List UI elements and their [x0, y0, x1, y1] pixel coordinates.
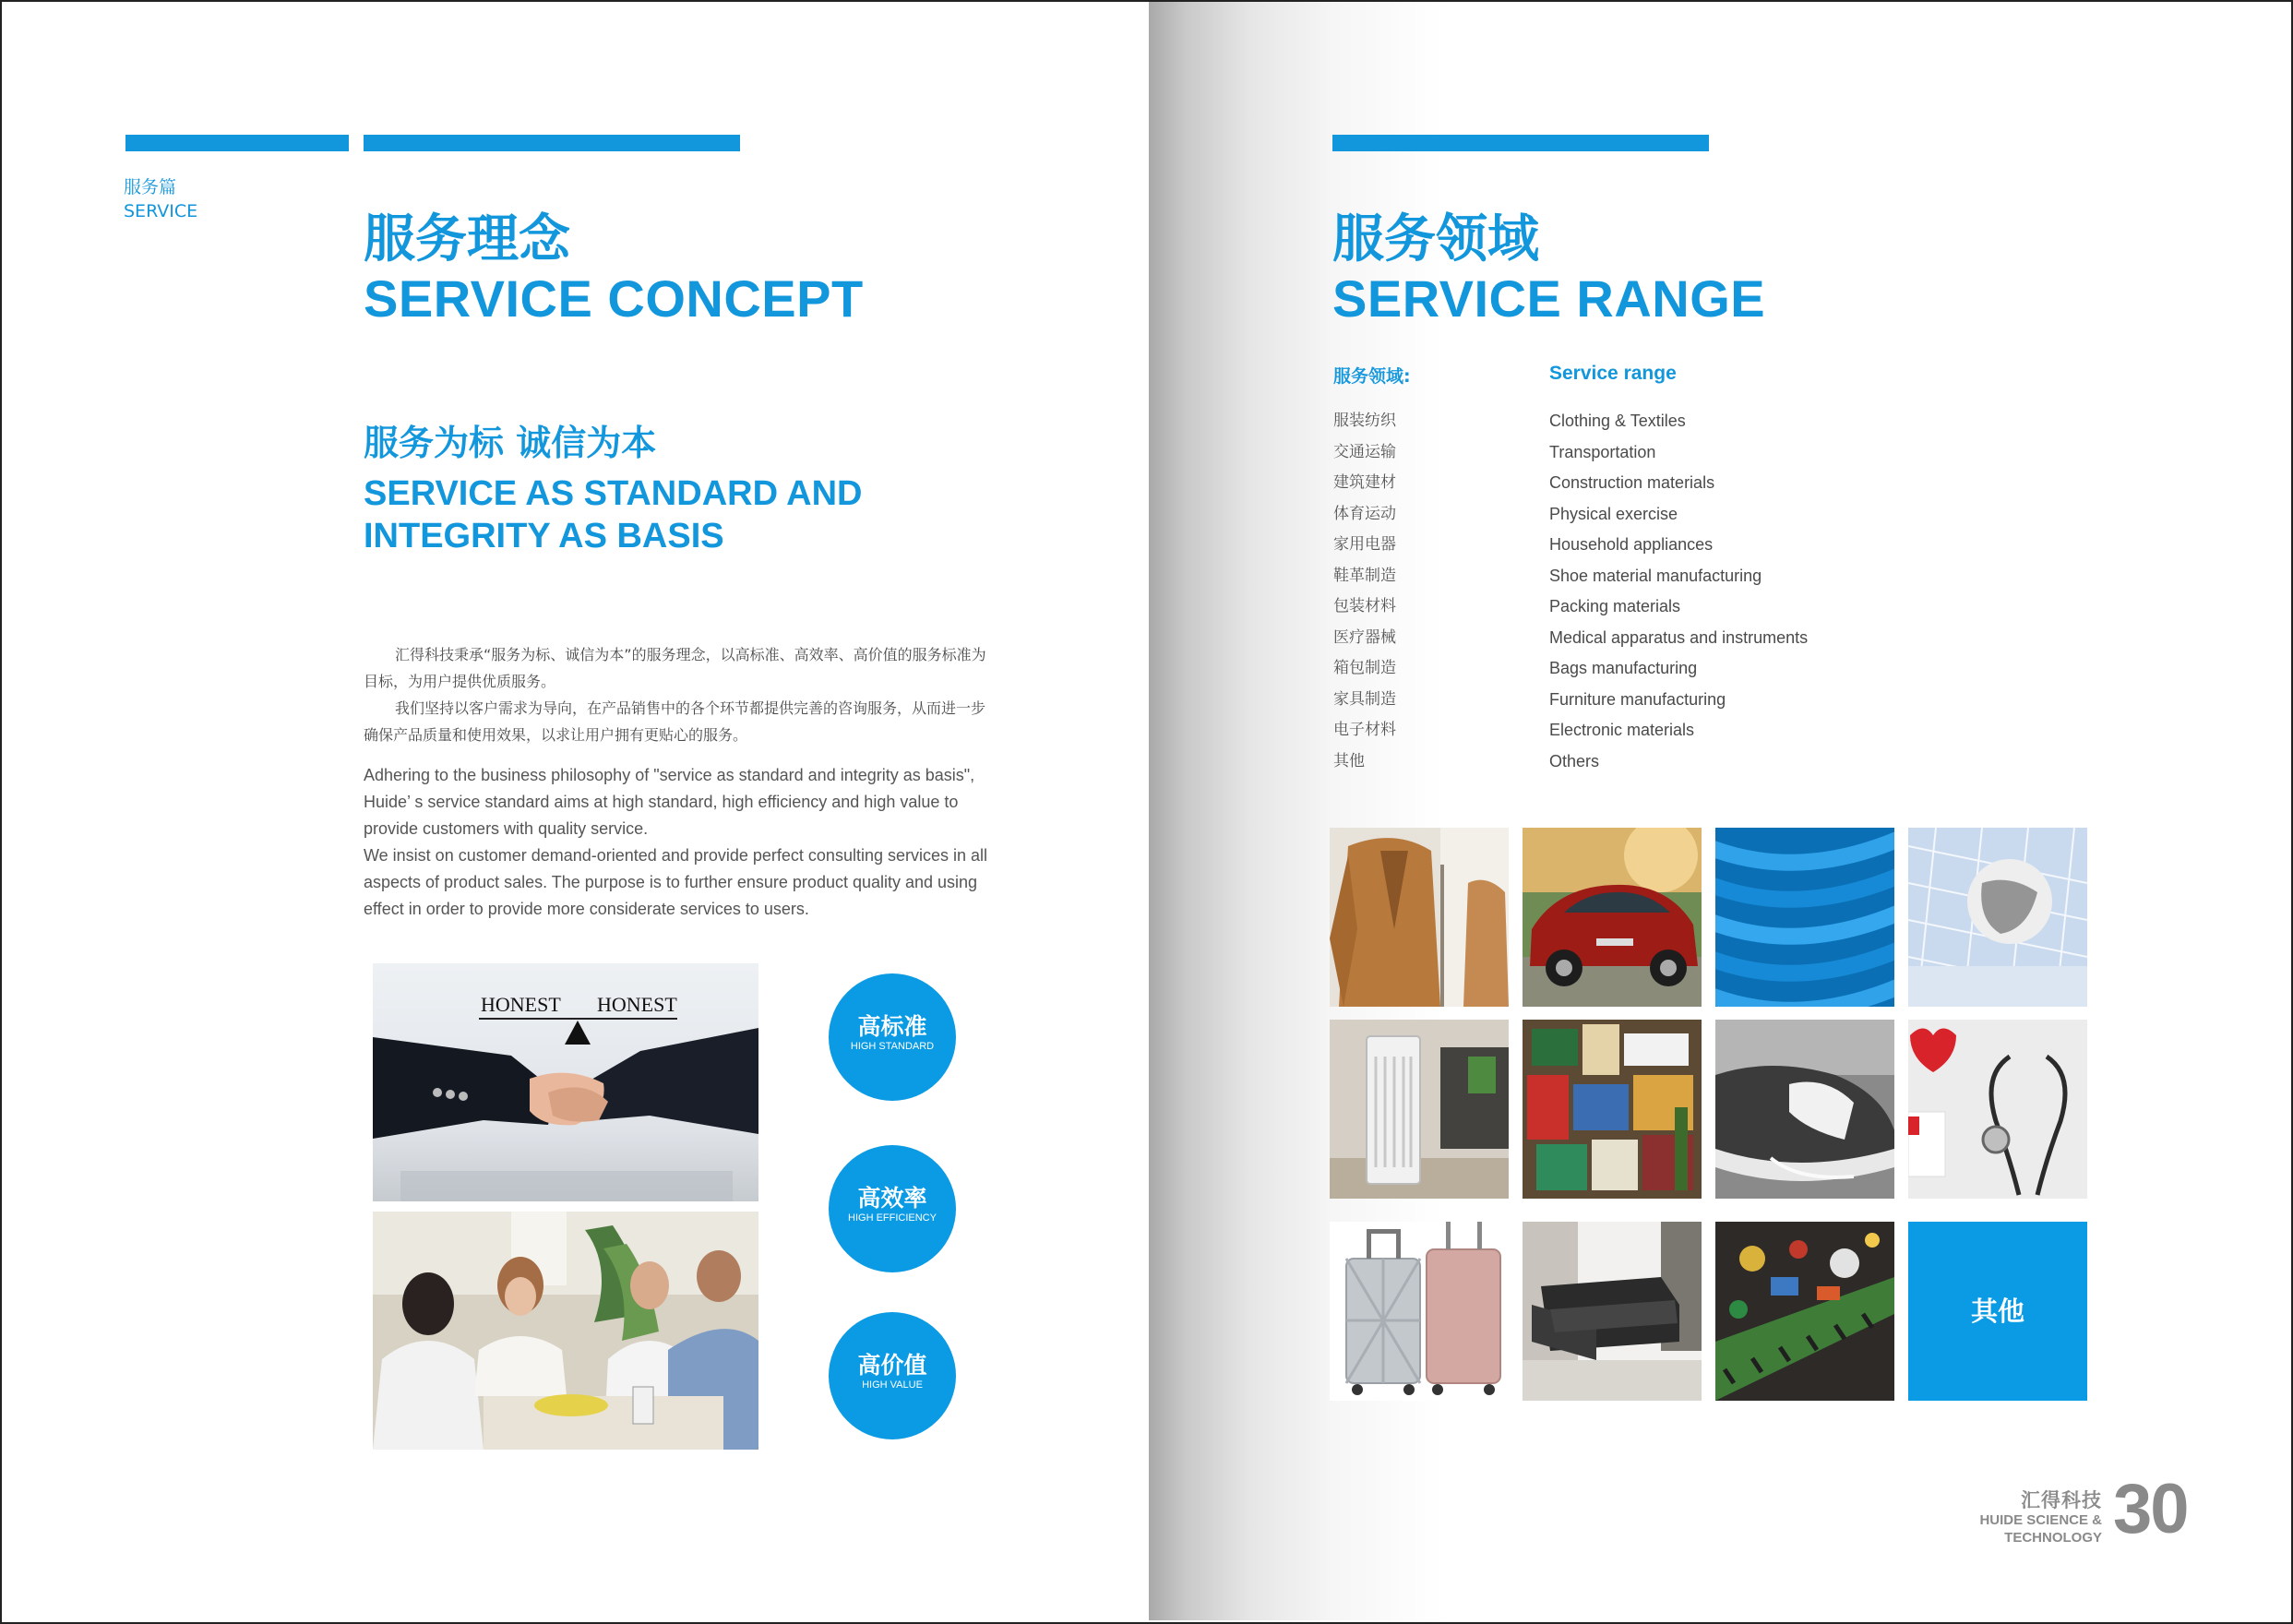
page-title-cn: 服务理念	[364, 209, 570, 269]
range-item-en: Electronic materials	[1549, 721, 1695, 739]
range-item-en: Transportation	[1549, 442, 1656, 461]
high-standard-badge	[829, 973, 956, 1101]
badge-label-cn: 高效率	[857, 1185, 927, 1212]
section-label	[124, 175, 197, 223]
high-efficiency-badge	[829, 1145, 956, 1272]
range-item-en: Packing materials	[1549, 597, 1681, 615]
badge-label-cn: 高标准	[857, 1013, 927, 1040]
range-item-cn: 家具制造	[1333, 689, 1396, 709]
range-item-en: Physical exercise	[1549, 504, 1678, 523]
meeting-photo	[373, 1212, 758, 1450]
tile-stethoscope	[1908, 1020, 2087, 1199]
handshake-photo	[373, 963, 758, 1201]
footer-brand-en	[1945, 1511, 2102, 1546]
section-label-en: SERVICE	[124, 201, 198, 221]
accent-bar-long	[364, 135, 740, 151]
range-list-en	[1549, 406, 1808, 777]
range-item-cn: 箱包制造	[1333, 659, 1396, 677]
tile-sofa	[1523, 1222, 1702, 1401]
page-title-en: SERVICE CONCEPT	[364, 269, 864, 328]
tile-air-purifier	[1330, 1020, 1509, 1199]
body-en-paragraph-1: Adhering to the business philosophy of "service as standard and integrity as basis", Huide’ s service standard aims at high standard, high efficiency and high value to provide customers with quality service.	[364, 766, 975, 838]
range-heading-cn: 服务领域:	[1333, 366, 1411, 387]
accent-bar-right	[1332, 135, 1709, 151]
range-item-cn: 鞋革制造	[1333, 566, 1396, 585]
subtitle-en	[364, 472, 936, 557]
range-item-en: Clothing & Textiles	[1549, 412, 1686, 430]
range-title-cn: 服务领域	[1332, 209, 1539, 269]
range-item-cn: 电子材料	[1333, 721, 1396, 739]
tile-blue-cables	[1715, 828, 1894, 1007]
range-item-en: Furniture manufacturing	[1549, 689, 1726, 709]
subtitle-cn: 服务为标 诚信为本	[364, 423, 657, 463]
tile-sneaker	[1715, 1020, 1894, 1199]
range-item-en: Others	[1549, 751, 1600, 770]
high-value-badge	[829, 1312, 956, 1439]
honest-label-right: HONEST	[597, 993, 677, 1016]
range-item-cn: 家用电器	[1333, 535, 1396, 554]
body-cn-paragraph-2: 我们坚持以客户需求为导向，在产品销售中的各个环节都提供完善的咨询服务，从而进一步确保产品质量和使用效果，以求让用户拥有更贴心的服务。	[364, 699, 986, 744]
tile-electronics	[1715, 1222, 1894, 1401]
footer-brand-en-line2: TECHNOLOGY	[2004, 1530, 2102, 1546]
subtitle-en-line2: INTEGRITY AS BASIS	[364, 517, 724, 555]
badge-label-en: HIGH VALUE	[862, 1379, 923, 1391]
tile-others: 其他	[1908, 1222, 2087, 1401]
range-item-en: Household appliances	[1549, 535, 1714, 554]
range-item-cn: 服装纺织	[1333, 412, 1396, 430]
range-list-cn	[1333, 406, 1396, 777]
body-cn-paragraph-1: 汇得科技秉承“服务为标、诚信为本”的服务理念，以高标准、高效率、高价值的服务标准为目标，为用户提供优质服务。	[364, 646, 986, 690]
body-text-en	[364, 762, 1000, 923]
range-item-en: Construction materials	[1549, 473, 1715, 492]
tile-football	[1908, 828, 2087, 1007]
range-title-en: SERVICE RANGE	[1332, 269, 1766, 328]
footer-brand-cn: 汇得科技	[2021, 1489, 2102, 1511]
range-item-cn: 交通运输	[1333, 442, 1396, 461]
accent-bar-short	[125, 135, 349, 151]
section-label-cn: 服务篇	[124, 177, 177, 197]
badge-label-en: HIGH STANDARD	[850, 1041, 935, 1052]
range-item-cn: 其他	[1333, 751, 1365, 770]
tile-luggage	[1330, 1222, 1509, 1401]
footer-brand-en-line1: HUIDE SCIENCE &	[1979, 1512, 2102, 1528]
range-item-en: Bags manufacturing	[1549, 659, 1698, 677]
range-item-cn: 医疗器械	[1333, 627, 1396, 647]
range-item-cn: 包装材料	[1333, 597, 1396, 615]
tile-car	[1523, 828, 1702, 1007]
range-item-en: Medical apparatus and instruments	[1549, 627, 1809, 647]
page-number: 30	[2113, 1470, 2188, 1548]
range-item-en: Shoe material manufacturing	[1549, 566, 1762, 585]
body-text-cn	[364, 641, 991, 748]
body-en-paragraph-2: We insist on customer demand-oriented and provide perfect consulting services in all aspects of product sales. The purpose is to further ensure product quality and using effect in order to provide more considerate services to users.	[364, 846, 988, 918]
tile-clothing	[1330, 828, 1509, 1007]
badge-label-cn: 高价值	[857, 1352, 927, 1379]
range-item-cn: 建筑建材	[1333, 473, 1396, 492]
honest-label-left: HONEST	[481, 993, 561, 1016]
range-item-cn: 体育运动	[1333, 504, 1396, 523]
subtitle-en-line1: SERVICE AS STANDARD AND	[364, 474, 863, 513]
range-heading-en: Service range	[1549, 363, 1677, 384]
badge-label-en: HIGH EFFICIENCY	[848, 1212, 937, 1224]
tile-packaged-goods	[1523, 1020, 1702, 1199]
